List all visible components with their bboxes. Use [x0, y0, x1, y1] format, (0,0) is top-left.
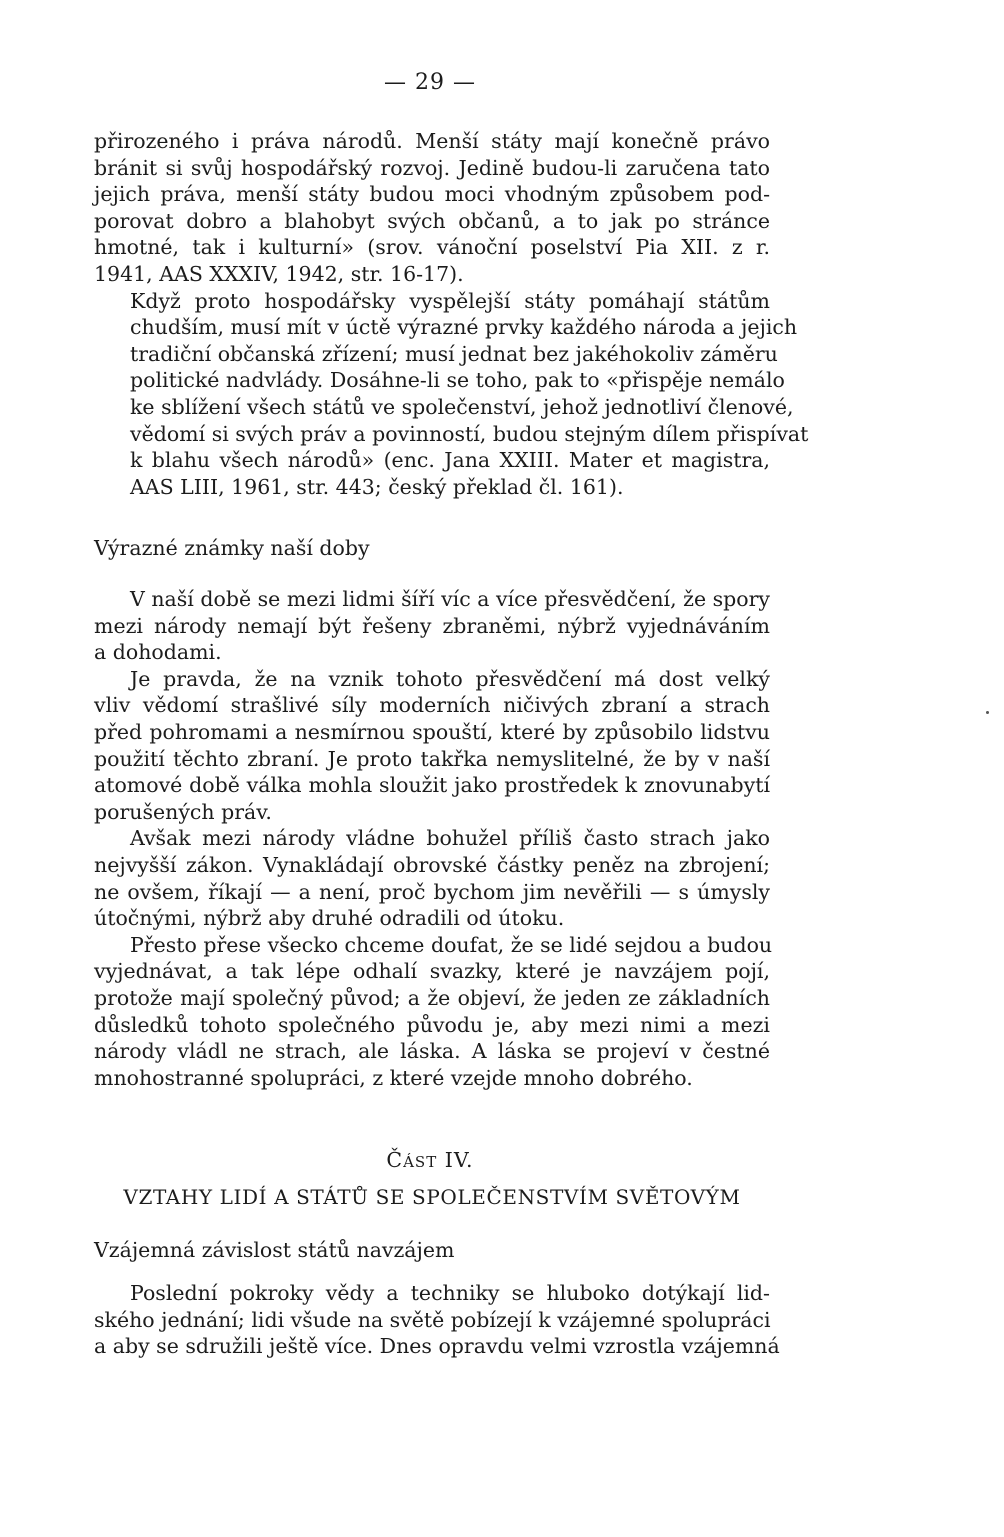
paragraph [94, 288, 809, 501]
text-line: Avšak mezi národy vládne bohužel příliš často strach jako [130, 826, 770, 851]
text-line: porovat dobro a blahobyt svých občanů, a to jak po stránce [94, 208, 770, 233]
text-line: Poslední pokroky vědy a techniky se hluboko dotýkají lid- [130, 1281, 770, 1305]
text-line: mnohostranné spolupráci, z které vzejde mnoho dobrého. [94, 1065, 693, 1090]
text-line: důsledků tohoto společného původu je, aby mezi nimi a mezi [94, 1012, 770, 1037]
page-number: — 29 — [384, 70, 476, 95]
text-line: vliv vědomí strašlivé síly moderních ničivých zbraní a strach [94, 693, 770, 718]
part-title-small: ÁST [403, 1153, 438, 1171]
text-line: V naší době se mezi lidmi šíří víc a více přesvědčení, že spory [130, 587, 770, 611]
text-line: atomové době válka mohla sloužit jako prostředek k znovunabytí [94, 773, 770, 798]
part-title-numeral: IV. [437, 1148, 474, 1172]
text-line: k blahu všech národů» (enc. Jana XXIII. Mater et magistra, [130, 448, 770, 473]
text-line: a aby se sdružili ještě více. Dnes opravdu velmi vzrostla vzájemná [94, 1334, 780, 1359]
text-line: bránit si svůj hospodářský rozvoj. Jedině budou-li zaručena tato [94, 155, 770, 180]
text-line: ského jednání; lidi všude na světě pobízejí k vzájemné spolupráci [94, 1307, 771, 1332]
text-line: národy vládl ne strach, ale láska. A láska se projeví v čestné [94, 1039, 770, 1064]
text-line: 1941, AAS XXXIV, 1942, str. 16-17). [94, 261, 464, 286]
text-line: jejich práva, menší státy budou moci vhodným způsobem pod- [94, 182, 770, 207]
text-line: útočnými, nýbrž aby druhé odradili od útoku. [94, 906, 565, 931]
part-title-cap: Č [386, 1148, 404, 1172]
text-block-top [94, 128, 809, 500]
text-line: Když proto hospodářsky vyspělejší státy pomáhají státům [130, 288, 770, 313]
text-line: ke sblížení všech států ve společenství, jehož jednotliví členové, [130, 394, 794, 419]
section-title: VZTAHY LIDÍ A STÁTŮ SE SPOLEČENSTVÍM SVĚTOVÝM [123, 1185, 741, 1209]
text-block-bottom [94, 1280, 780, 1360]
text-line: protože mají společný původ; a že objeví, že jeden ze základních [94, 985, 770, 1010]
text-line: mezi národy nemají být řešeny zbraněmi, nýbrž vyjednáváním [94, 613, 770, 638]
text-line: použití těchto zbraní. Je proto takřka nemyslitelné, že by v naší [94, 746, 770, 771]
text-line: AAS LIII, 1961, str. 443; český překlad čl. 161). [130, 474, 624, 499]
text-line: nejvyšší zákon. Vynakládají obrovské částky peněz na zbrojení; [94, 852, 770, 877]
paragraph [94, 1280, 780, 1360]
text-line: a dohodami. [94, 640, 222, 665]
text-line: přirozeného i práva národů. Menší státy mají konečně právo [94, 129, 770, 153]
paragraph [94, 932, 773, 1092]
print-speck [986, 711, 989, 714]
text-line: chudším, musí mít v úctě výrazné prvky každého národa a jejich [130, 315, 798, 340]
text-line: Je pravda, že na vznik tohoto přesvědčení má dost velký [130, 666, 770, 691]
text-line: ne ovšem, říkají — a není, proč bychom jim nevěřili — s úmysly [94, 879, 770, 904]
text-line: politické nadvlády. Dosáhne-li se toho, pak to «přispěje nemálo [130, 368, 785, 393]
paragraph [94, 666, 770, 826]
text-line: vyjednávat, a tak lépe odhalí svazky, které je navzájem pojí, [94, 959, 770, 984]
text-line: před pohromami a nesmírnou spouští, které by způsobilo lidstvu [94, 719, 770, 744]
paragraph [94, 128, 770, 288]
subheading-distinctive-signs: Výrazné známky naší doby [94, 536, 370, 560]
text-line: tradiční občanská zřízení; musí jednat bez jakéhokoliv záměru [130, 341, 778, 366]
subheading-interdependence: Vzájemná závislost států navzájem [94, 1238, 455, 1262]
text-line: vědomí si svých práv a povinností, budou stejným dílem přispívat [130, 421, 809, 446]
text-block-middle [94, 586, 773, 1091]
text-line: hmotné, tak i kulturní» (srov. vánoční poselství Pia XII. z r. [94, 235, 770, 260]
text-line: Přesto přese všecko chceme doufat, že se lidé sejdou a budou [130, 932, 773, 957]
paragraph [94, 586, 770, 666]
part-title [0, 1148, 860, 1172]
paragraph [94, 825, 770, 931]
text-line: porušených práv. [94, 799, 272, 824]
